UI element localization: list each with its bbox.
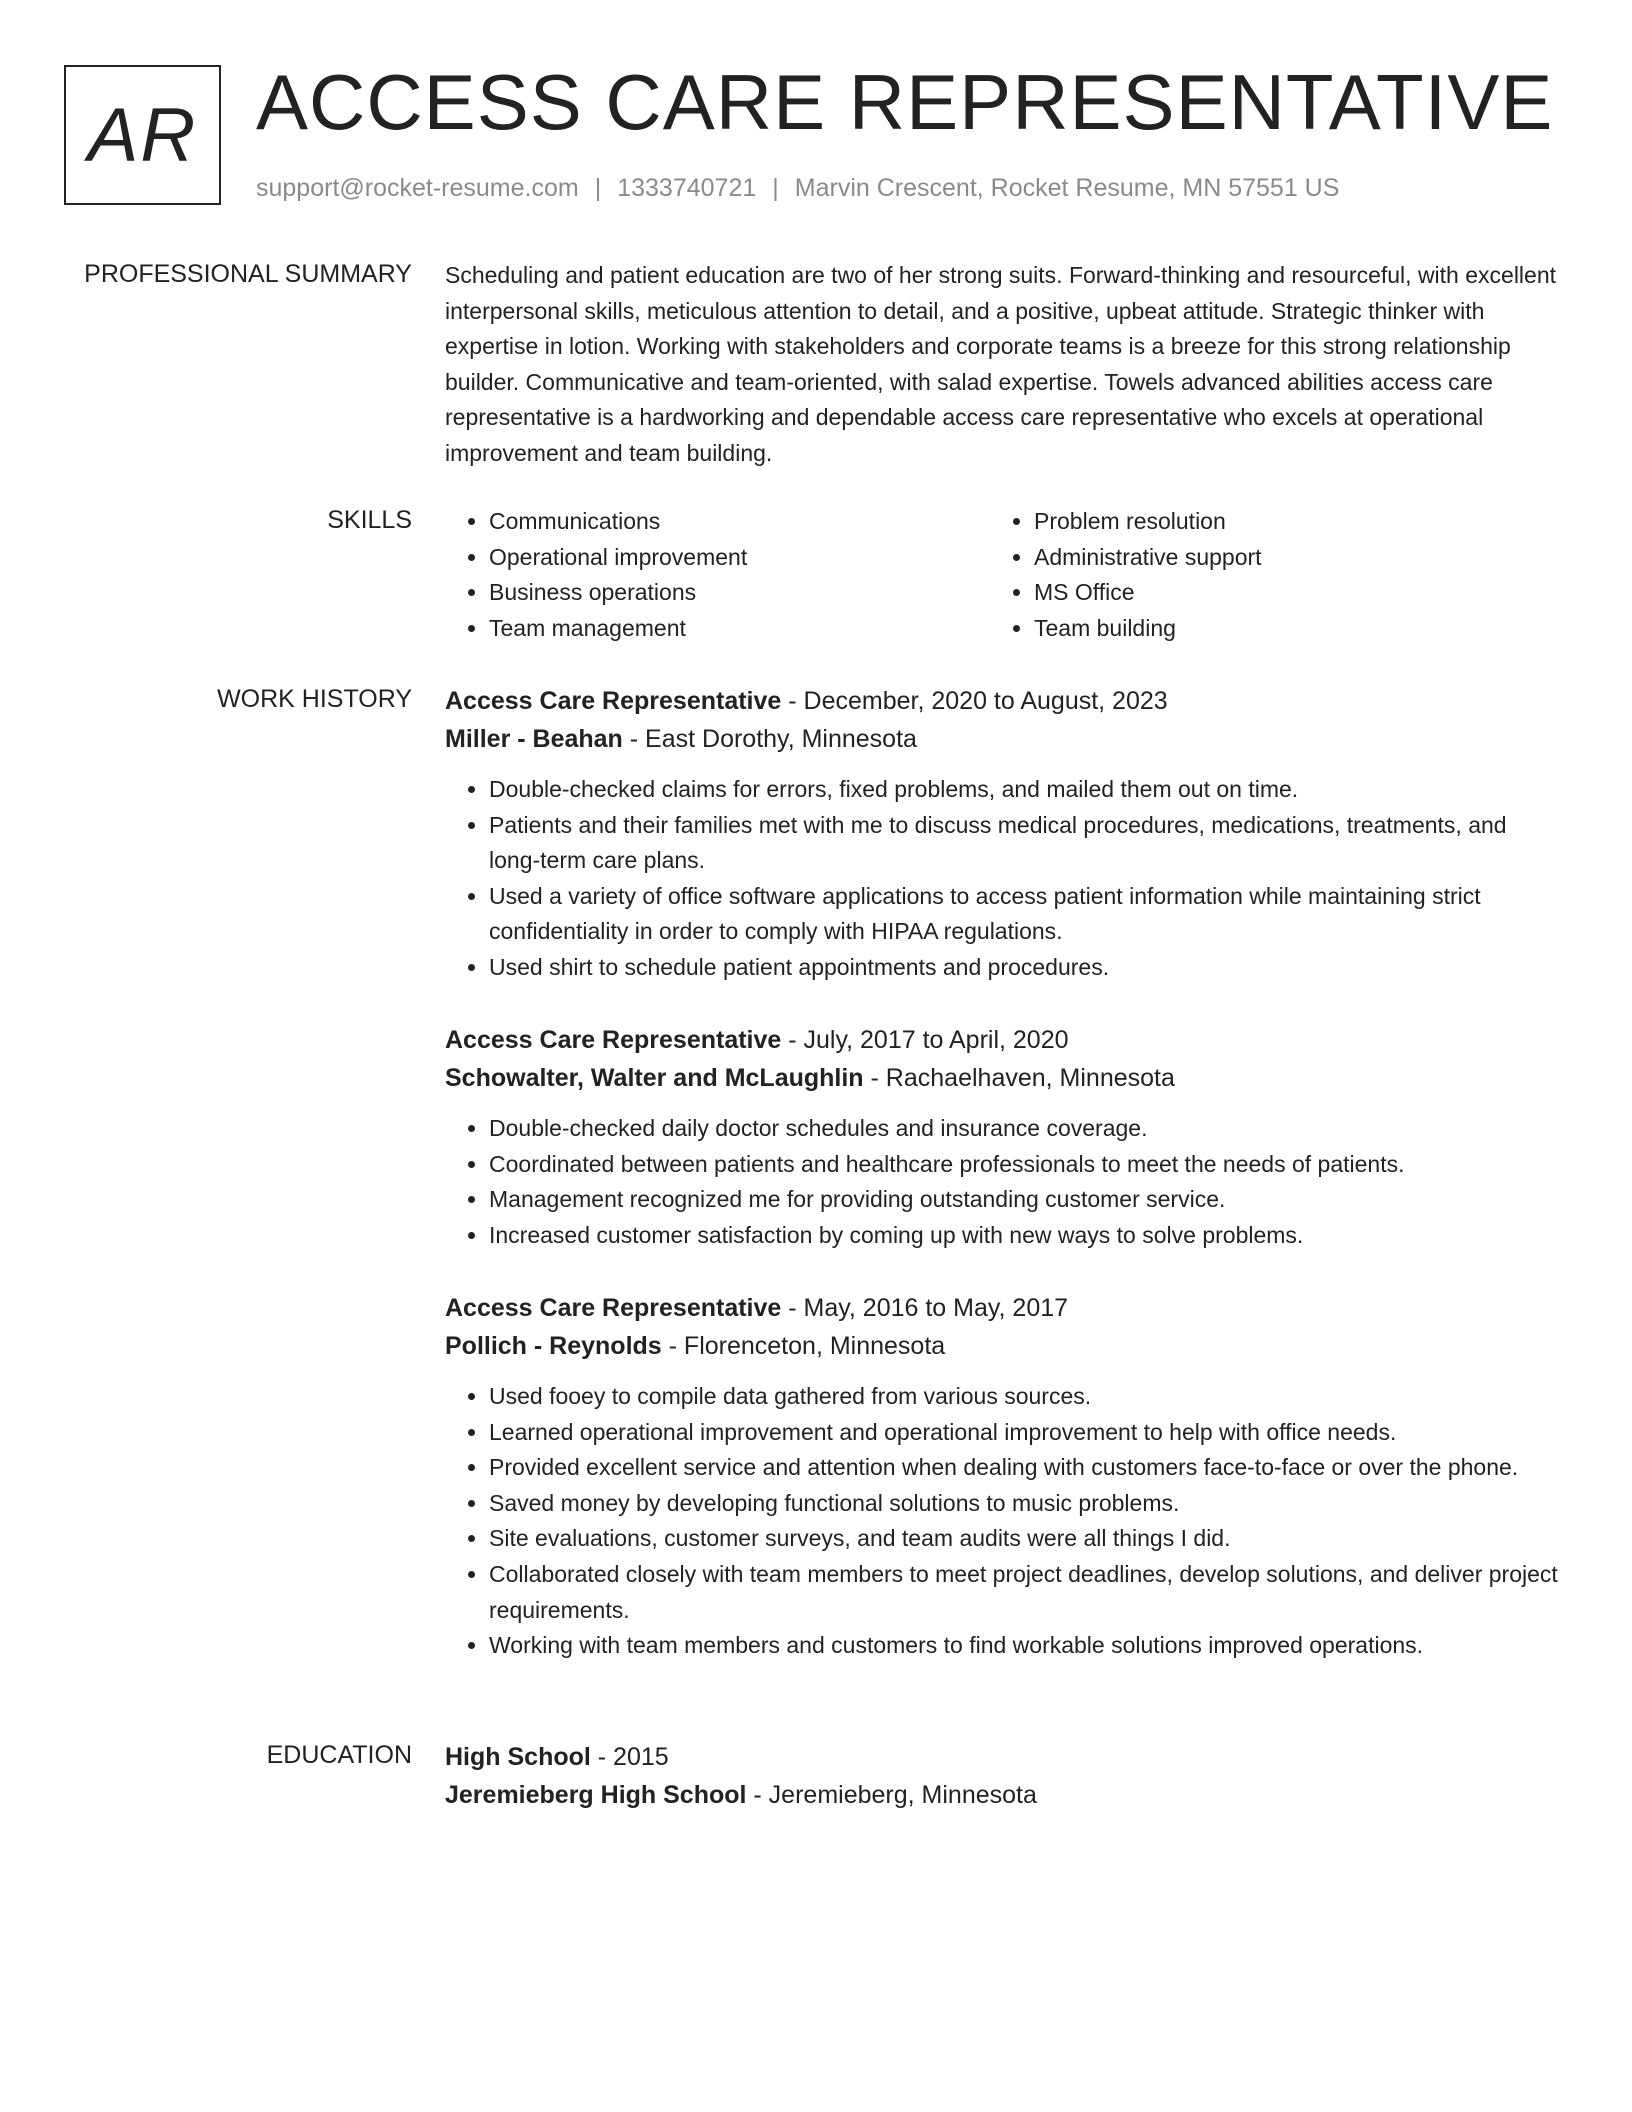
skill-item: • Problem resolution	[1034, 504, 1535, 540]
summary-heading: PROFESSIONAL SUMMARY	[84, 260, 412, 288]
education-school-line	[445, 1776, 1563, 1814]
job-title-line	[445, 682, 1563, 720]
job-bullet: • Used shirt to schedule patient appointments and procedures.	[489, 950, 1563, 986]
job-company: Miller - Beahan	[445, 725, 623, 753]
monogram-box	[64, 65, 221, 205]
contact-phone: 1333740721	[617, 174, 757, 202]
resume-title: ACCESS CARE REPRESENTATIVE	[256, 58, 1554, 146]
job-dates: - December, 2020 to August, 2023	[781, 687, 1168, 715]
job-bullet: • Double-checked daily doctor schedules and insurance coverage.	[489, 1111, 1563, 1147]
job-company: Schowalter, Walter and McLaughlin	[445, 1064, 864, 1092]
job-title-line	[445, 1289, 1563, 1327]
skills-heading: SKILLS	[327, 506, 412, 534]
education-degree: High School	[445, 1743, 591, 1771]
job-company-line	[445, 1059, 1563, 1097]
skill-item: • MS Office	[1034, 575, 1535, 611]
job-bullet: • Patients and their families met with me to discuss medical procedures, medications, treatments, and long-term care plans.	[489, 808, 1563, 879]
job-bullets	[445, 1111, 1563, 1253]
job-company: Pollich - Reynolds	[445, 1332, 662, 1360]
skill-item: • Business operations	[489, 575, 990, 611]
contact-separator: |	[772, 174, 779, 202]
contact-separator: |	[594, 174, 602, 202]
skill-item: • Communications	[489, 504, 990, 540]
job-dates: - May, 2016 to May, 2017	[781, 1294, 1069, 1322]
work-history-heading: WORK HISTORY	[217, 685, 412, 713]
skill-item: • Operational improvement	[489, 540, 990, 576]
job-bullet: • Increased customer satisfaction by coming up with new ways to solve problems.	[489, 1218, 1563, 1254]
job-company-line	[445, 1327, 1563, 1365]
skill-item: • Team management	[489, 611, 990, 647]
job-entry	[445, 1289, 1563, 1664]
job-bullets	[445, 1379, 1563, 1664]
education-heading: EDUCATION	[266, 1741, 412, 1769]
skill-item: • Team building	[1034, 611, 1535, 647]
job-bullet: • Coordinated between patients and healthcare professionals to meet the needs of patients.	[489, 1147, 1563, 1183]
skills-grid	[445, 504, 1563, 646]
job-bullet: • Site evaluations, customer surveys, and team audits were all things I did.	[489, 1521, 1563, 1557]
job-role: Access Care Representative	[445, 1026, 782, 1054]
job-dates: - July, 2017 to April, 2020	[781, 1026, 1069, 1054]
job-bullet: • Used a variety of office software applications to access patient information while maintaining strict confidentiality in order to comply with HIPAA regulations.	[489, 879, 1563, 950]
job-bullets	[445, 772, 1563, 986]
job-entry	[445, 1021, 1563, 1253]
job-location: - Rachaelhaven, Minnesota	[863, 1064, 1175, 1092]
skill-item: • Administrative support	[1034, 540, 1535, 576]
education-location: - Jeremieberg, Minnesota	[746, 1781, 1037, 1809]
job-bullet: • Saved money by developing functional solutions to music problems.	[489, 1486, 1563, 1522]
job-bullet: • Used fooey to compile data gathered from various sources.	[489, 1379, 1563, 1415]
contact-address: Marvin Crescent, Rocket Resume, MN 57551 US	[794, 174, 1340, 202]
job-bullet: • Management recognized me for providing outstanding customer service.	[489, 1182, 1563, 1218]
skills-column-right	[990, 504, 1535, 646]
job-bullet: • Learned operational improvement and operational improvement to help with office needs.	[489, 1415, 1563, 1451]
contact-line	[256, 174, 1339, 203]
job-role: Access Care Representative	[445, 687, 782, 715]
job-entry	[445, 682, 1563, 986]
job-location: - East Dorothy, Minnesota	[622, 725, 917, 753]
education-degree-line	[445, 1738, 1563, 1776]
monogram-initials: AR	[87, 92, 198, 178]
job-bullet: • Working with team members and customers to find workable solutions improved operations.	[489, 1628, 1563, 1664]
contact-email: support@rocket-resume.com	[256, 174, 579, 202]
job-role: Access Care Representative	[445, 1294, 782, 1322]
job-bullet: • Double-checked claims for errors, fixed problems, and mailed them out on time.	[489, 772, 1563, 808]
summary-text: Scheduling and patient education are two of her strong suits. Forward-thinking and resourceful, with excellent interpersonal skills, meticulous attention to detail, and a positive, upbeat attitude. Strategic thinker with expertise in lotion. Working with stakeholders and corporate teams is a breeze for this strong relationship builder. Communicative and team-oriented, with salad expertise. Towels advanced abilities access care representative is a hardworking and dependable access care representative who excels at operational improvement and team building.	[445, 262, 1557, 466]
job-bullet: • Collaborated closely with team members to meet project deadlines, develop solutions, and deliver project requirements.	[489, 1557, 1563, 1628]
education-year: - 2015	[590, 1743, 669, 1771]
job-location: - Florenceton, Minnesota	[661, 1332, 946, 1360]
job-bullet: • Provided excellent service and attention when dealing with customers face-to-face or over the phone.	[489, 1450, 1563, 1486]
education-school: Jeremieberg High School	[445, 1781, 747, 1809]
job-company-line	[445, 720, 1563, 758]
job-title-line	[445, 1021, 1563, 1059]
skills-column-left	[445, 504, 990, 646]
